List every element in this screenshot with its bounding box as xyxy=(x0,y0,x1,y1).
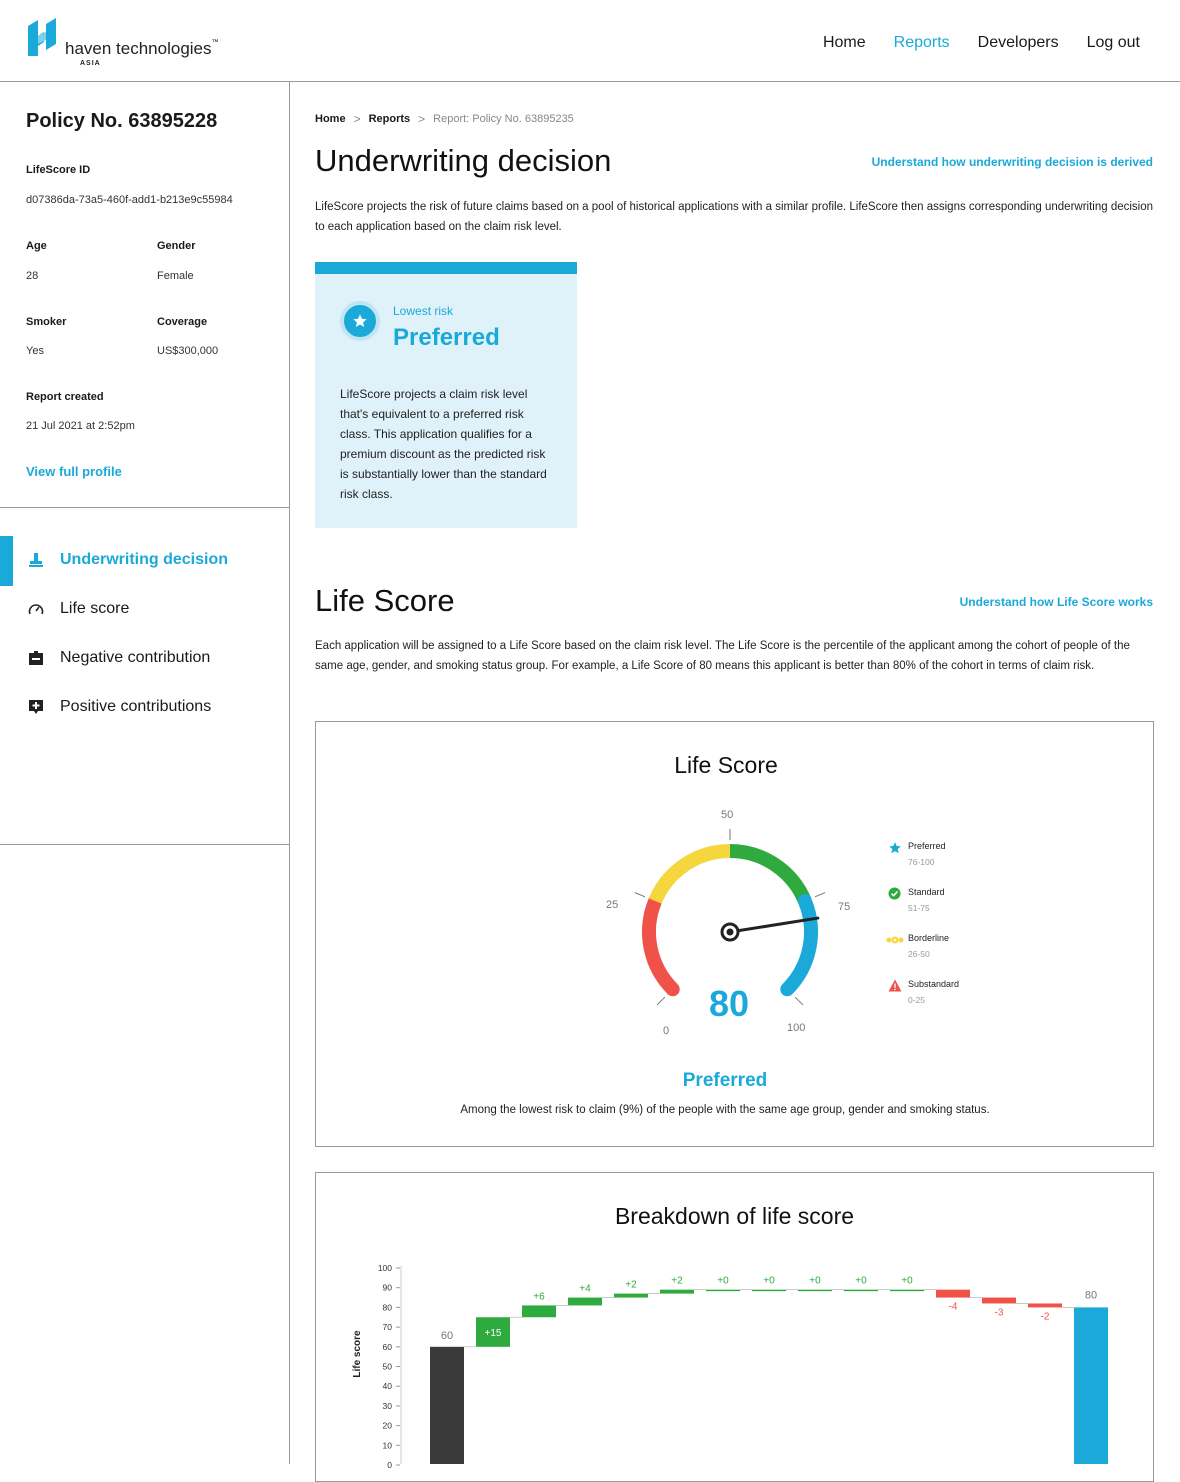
bar-end xyxy=(1074,1307,1108,1464)
breadcrumb-current: Report: Policy No. 63895235 xyxy=(433,113,574,125)
bar-step xyxy=(890,1290,924,1292)
sidebar xyxy=(0,82,290,1464)
bar-label: -4 xyxy=(948,1301,958,1313)
plus-tag-icon xyxy=(26,699,46,715)
legend-range: 51-75 xyxy=(908,903,930,913)
coverage-label: Coverage xyxy=(157,316,208,328)
policy-title: Policy No. 63895228 xyxy=(26,110,218,132)
sidebar-item-label: Positive contributions xyxy=(60,698,212,715)
bar-start xyxy=(430,1347,464,1464)
gauge-tick-label: 25 xyxy=(606,899,619,911)
underwriting-decision-heading: Underwriting decision xyxy=(315,143,612,178)
smoker-label: Smoker xyxy=(26,316,67,328)
y-tick-label: 30 xyxy=(382,1400,392,1411)
breadcrumb xyxy=(315,112,574,126)
gauge-segment xyxy=(730,851,805,901)
bar-step xyxy=(706,1290,740,1292)
bar-step xyxy=(614,1294,648,1298)
legend-name: Preferred xyxy=(908,841,946,851)
life-score-help-link[interactable]: Understand how Life Score works xyxy=(959,595,1153,609)
y-tick-label: 60 xyxy=(382,1341,392,1352)
smoker-value: Yes xyxy=(26,345,44,357)
bar-label: +4 xyxy=(579,1283,591,1295)
nav-home-link[interactable]: Home xyxy=(822,34,866,51)
life-score-value: 80 xyxy=(708,983,750,1024)
bar-label: +0 xyxy=(809,1275,821,1287)
breakdown-chart xyxy=(316,1250,1153,1470)
warning-icon xyxy=(888,979,902,992)
legend-range: 26-50 xyxy=(908,949,930,959)
sidebar-divider xyxy=(0,507,290,508)
gauge-tick-label: 0 xyxy=(663,1025,670,1037)
y-tick-label: 80 xyxy=(382,1302,392,1313)
y-tick-label: 100 xyxy=(377,1263,392,1273)
sidebar-item-label: Life score xyxy=(60,600,130,617)
decision-kicker: Lowest risk xyxy=(393,304,454,318)
gauge-segment xyxy=(787,901,811,989)
star-icon xyxy=(888,841,902,855)
legend-name: Substandard xyxy=(908,979,960,989)
gauge-title: Life Score xyxy=(674,752,778,778)
y-tick-label: 70 xyxy=(382,1322,392,1333)
bar-label: +2 xyxy=(625,1279,637,1291)
bar-step xyxy=(936,1290,970,1298)
legend-name: Standard xyxy=(908,887,945,897)
breadcrumb-reports[interactable]: Reports xyxy=(368,113,411,125)
age-label: Age xyxy=(26,240,47,252)
breakdown-title: Breakdown of life score xyxy=(614,1203,855,1229)
score-category-description: Among the lowest risk to claim (9%) of the people with the same age group, gender and smoking status. xyxy=(460,1104,990,1116)
decision-description: LifeScore projects a claim risk level that's equivalent to a preferred risk class. This application qualifies for a premium discount as the predicted risk is substantially lower than the standard risk class. xyxy=(340,387,547,501)
nav-logout-link[interactable]: Log out xyxy=(1086,34,1140,51)
gauge-tick xyxy=(657,997,665,1005)
decision-title: Preferred xyxy=(393,324,500,351)
gender-label: Gender xyxy=(157,240,196,252)
check-circle-icon xyxy=(888,887,901,900)
bar-step xyxy=(752,1290,786,1292)
gender-value: Female xyxy=(157,270,194,282)
view-full-profile-link[interactable]: View full profile xyxy=(26,464,122,479)
decision-card xyxy=(315,262,577,528)
stamp-icon xyxy=(26,552,46,568)
gauge-tick xyxy=(815,893,825,897)
coins-icon xyxy=(886,935,904,945)
bar-label: +0 xyxy=(763,1275,775,1287)
lifescore-id-value: d07386da-73a5-460f-add1-b213e9c55984 xyxy=(26,194,233,206)
main-nav xyxy=(823,34,1140,52)
sidebar-item-label: Underwriting decision xyxy=(60,551,229,568)
bar-label: +6 xyxy=(533,1291,545,1303)
bar-step xyxy=(982,1298,1016,1304)
bar-step xyxy=(798,1290,832,1292)
nav-developers-link[interactable]: Developers xyxy=(977,34,1059,51)
bar-label: 80 xyxy=(1084,1289,1098,1302)
bar-step xyxy=(568,1298,602,1306)
gauge-tick xyxy=(635,893,645,897)
bar-label: 60 xyxy=(440,1329,454,1342)
y-axis-label: Life score xyxy=(352,1330,363,1378)
gauge-tick xyxy=(795,997,803,1005)
bar-label: +0 xyxy=(717,1275,729,1287)
age-value: 28 xyxy=(26,270,39,282)
bar-step xyxy=(522,1305,556,1317)
star-badge-icon xyxy=(340,301,380,341)
bar-step xyxy=(844,1290,878,1292)
minus-tag-icon xyxy=(26,650,46,666)
logo-wordmark: haven technologies™ xyxy=(65,39,219,58)
report-created-value: 21 Jul 2021 at 2:52pm xyxy=(26,420,135,432)
gauge-segment xyxy=(649,901,673,989)
underwriting-help-link[interactable]: Understand how underwriting decision is derived xyxy=(871,155,1153,169)
sidebar-item-negative-contribution[interactable] xyxy=(0,638,289,678)
bar-label: -3 xyxy=(994,1307,1004,1319)
life-score-heading: Life Score xyxy=(315,583,455,618)
bar-label: +0 xyxy=(901,1275,913,1287)
report-created-label: Report created xyxy=(26,391,104,403)
breadcrumb-separator: > xyxy=(353,112,361,126)
y-tick-label: 40 xyxy=(382,1381,392,1392)
y-tick-label: 10 xyxy=(382,1440,392,1451)
breadcrumb-separator: > xyxy=(418,112,426,126)
speedometer-icon xyxy=(26,602,46,616)
sidebar-item-positive-contributions[interactable] xyxy=(0,687,289,727)
gauge-tick-label: 50 xyxy=(721,809,734,821)
coverage-value: US$300,000 xyxy=(157,345,219,357)
y-tick-label: 90 xyxy=(382,1282,392,1293)
sidebar-divider xyxy=(0,844,290,845)
score-category: Preferred xyxy=(682,1070,768,1091)
bar-label: +0 xyxy=(855,1275,867,1287)
breadcrumb-home[interactable]: Home xyxy=(315,113,346,125)
bar-step xyxy=(660,1290,694,1294)
bar-label: +15 xyxy=(484,1328,502,1340)
y-tick-label: 0 xyxy=(387,1460,392,1470)
lifescore-id-label: LifeScore ID xyxy=(26,164,91,176)
y-tick-label: 20 xyxy=(382,1420,392,1431)
underwriting-description: LifeScore projects the risk of future claims based on a pool of historical applications with a similar profile. LifeScore then assigns corresponding underwriting decision to each application based on the claim risk level. xyxy=(315,201,1154,233)
sidebar-item-underwriting-decision[interactable] xyxy=(0,540,289,580)
sidebar-item-label: Negative contribution xyxy=(60,649,211,666)
y-tick-label: 50 xyxy=(382,1361,392,1372)
gauge-pivot-center xyxy=(727,929,734,936)
legend-range: 76-100 xyxy=(908,857,935,867)
gauge-tick-label: 75 xyxy=(838,901,851,913)
haven-logo-icon[interactable] xyxy=(26,18,64,58)
top-navigation-bar xyxy=(0,0,1180,82)
bar-label: +2 xyxy=(671,1275,683,1287)
life-score-description: Each application will be assigned to a Life Score based on the claim risk level. The Life Score is the percentile of the applicant among the cohort of people of the same age, gender, and smoking status group. For example, a Life Score of 80 means this applicant is better than 80% of the cohort in terms of claim risk. xyxy=(315,640,1130,672)
nav-reports-link[interactable]: Reports xyxy=(893,34,950,51)
sidebar-item-life-score[interactable] xyxy=(0,589,289,629)
bar-label: -2 xyxy=(1040,1311,1050,1323)
gauge-tick-label: 100 xyxy=(787,1022,806,1034)
legend-range: 0-25 xyxy=(908,995,926,1005)
logo-region: ASIA xyxy=(80,60,101,67)
legend-name: Borderline xyxy=(908,933,950,943)
bar-step xyxy=(1028,1303,1062,1307)
gauge-segment xyxy=(655,851,730,901)
